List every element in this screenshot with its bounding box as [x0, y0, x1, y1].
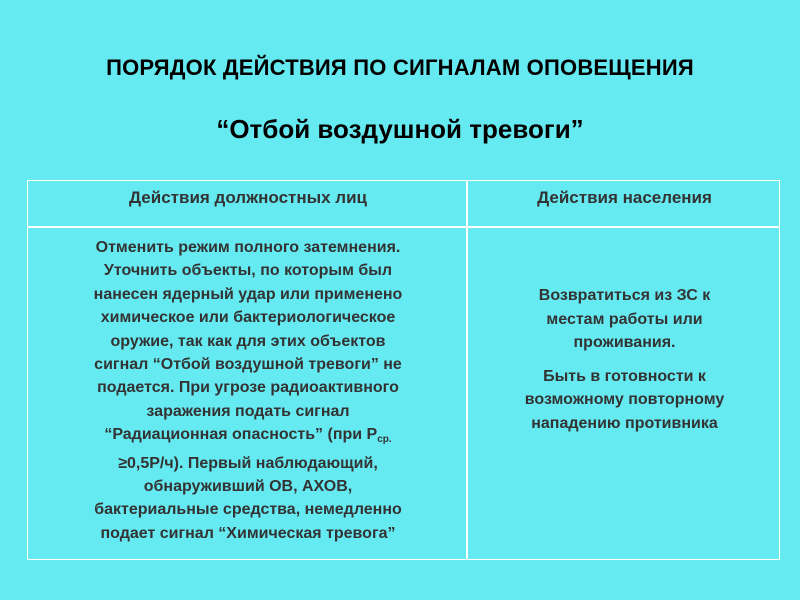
officials-line: бактериальные средства, немедленно — [94, 501, 402, 519]
header-officials-label: Действия должностных лиц — [128, 188, 368, 207]
population-line: возможному повторному — [524, 391, 725, 408]
header-cell-officials — [27, 180, 467, 227]
officials-line: подается. При угрозе радиоактивного — [97, 379, 399, 397]
officials-actions-text — [28, 236, 468, 545]
officials-line: обнаруживший ОВ, АХОВ, — [143, 478, 353, 496]
officials-line: ≥0,5Р/ч). Первый наблюдающий, — [118, 454, 378, 472]
population-line: Быть в готовности к — [543, 367, 706, 385]
population-line: нападению противника — [531, 414, 718, 432]
population-actions-cell — [467, 227, 780, 560]
paragraph-gap — [468, 355, 781, 365]
population-actions-text — [468, 284, 781, 435]
header-cell-population — [467, 180, 780, 227]
subscript-label: ср. — [377, 434, 392, 446]
officials-line: Отменить режим полного затемнения. — [95, 239, 401, 256]
population-line: проживания. — [573, 334, 676, 351]
officials-line: сигнал “Отбой воздушной тревоги” не — [94, 356, 402, 374]
officials-line: нанесен ядерный удар или применено — [93, 285, 403, 303]
actions-table — [27, 180, 780, 560]
page-title: ПОРЯДОК ДЕЙСТВИЯ ПО СИГНАЛАМ ОПОВЕЩЕНИЯ — [106, 55, 694, 80]
officials-line: заражения подать сигнал — [146, 402, 350, 420]
officials-line: химическое или бактериологическое — [100, 309, 396, 327]
officials-line-text: “Радиационная опасность” (при Р — [104, 426, 378, 444]
population-line: Возвратиться из ЗС к — [538, 287, 711, 304]
page-subtitle: “Отбой воздушной тревоги” — [216, 114, 584, 144]
officials-line-with-subscript — [28, 423, 468, 451]
officials-actions-cell — [27, 227, 467, 560]
population-line: местам работы или — [546, 310, 703, 328]
officials-line: оружие, так как для этих объектов — [110, 332, 386, 350]
officials-line: Уточнить объекты, по которым был — [103, 262, 393, 280]
officials-line: подает сигнал “Химическая тревога” — [100, 524, 396, 542]
header-population-label: Действия населения — [537, 188, 712, 207]
